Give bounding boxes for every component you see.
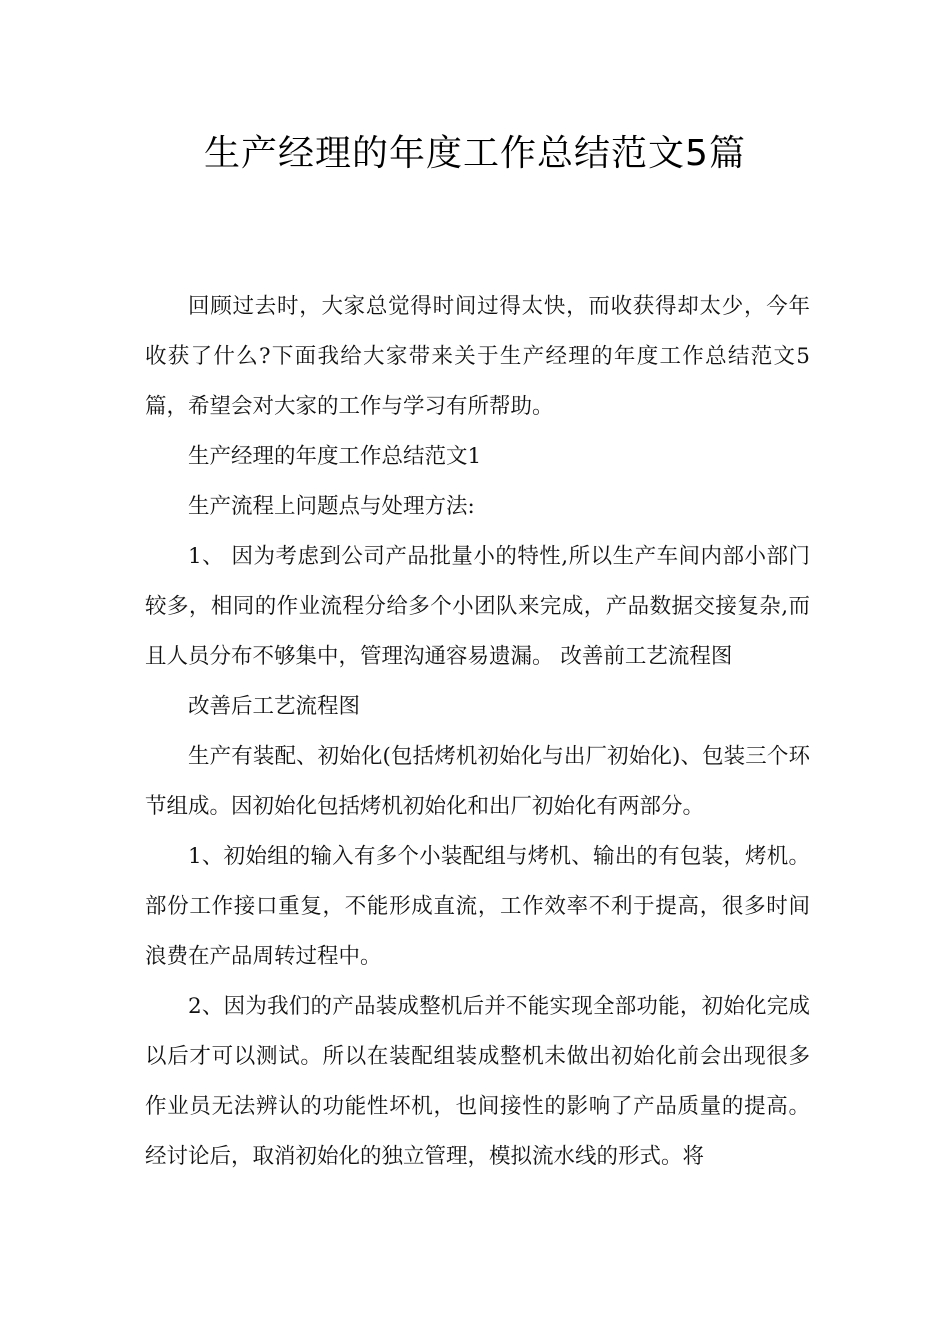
body-paragraph: 1、初始组的输入有多个小装配组与烤机、输出的有包装，烤机。部份工作接口重复，不能形成直流，工作效率不利于提高，很多时间浪费在产品周转过程中。 — [145, 844, 810, 969]
body-paragraph: 2、因为我们的产品装成整机后并不能实现全部功能，初始化完成以后才可以测试。所以在装配组装成整机未做出初始化前会出现很多作业员无法辨认的功能性坏机，也间接性的影响了产品质量的提高。经讨论后，取消初始化的独立管理，模拟流水线的形式。将 — [145, 994, 810, 1169]
document-title: 生产经理的年度工作总结范文5篇 — [204, 133, 746, 174]
figure-caption: 改善后工艺流程图 — [188, 694, 361, 719]
section-heading: 生产经理的年度工作总结范文1 — [188, 444, 482, 469]
intro-paragraph: 回顾过去时，大家总觉得时间过得太快，而收获得却太少，今年收获了什么?下面我给大家带来关于生产经理的年度工作总结范文5篇，希望会对大家的工作与学习有所帮助。 — [145, 294, 810, 419]
body-paragraph: 生产有装配、初始化(包括烤机初始化与出厂初始化)、包装三个环节组成。因初始化包括烤机初始化和出厂初始化有两部分。 — [145, 744, 810, 819]
body-paragraph: 1、 因为考虑到公司产品批量小的特性,所以生产车间内部小部门较多，相同的作业流程分给多个小团队来完成，产品数据交接复杂,而且人员分布不够集中，管理沟通容易遗漏。 改善前工艺流程图 — [145, 544, 810, 669]
subsection-heading: 生产流程上问题点与处理方法: — [188, 494, 475, 519]
document-body — [145, 282, 810, 1182]
